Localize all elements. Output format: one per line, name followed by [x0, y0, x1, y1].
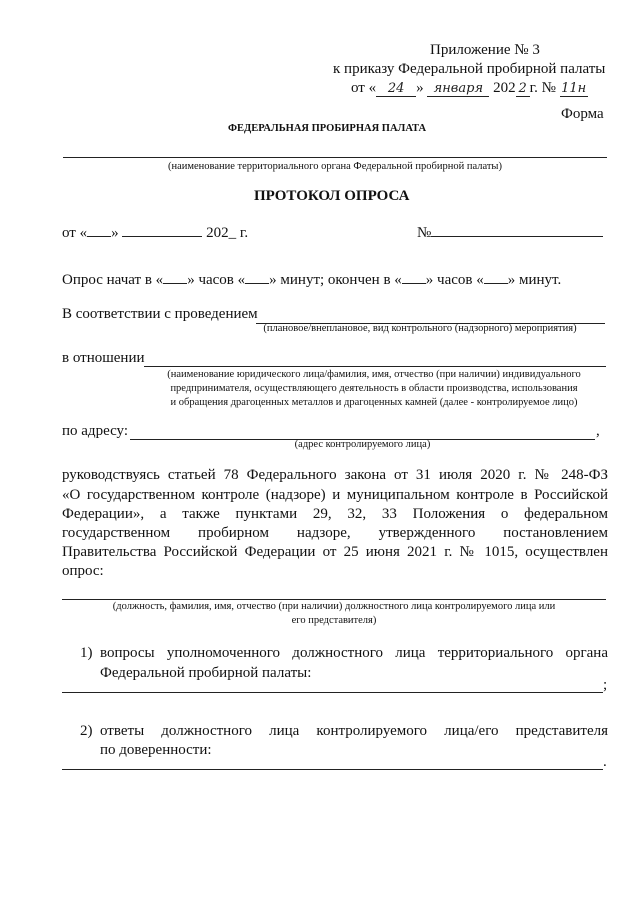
item-2-line-2: по доверенности:: [100, 742, 212, 758]
regarding-label: в отношении: [62, 350, 145, 366]
address-label: по адресу:: [62, 423, 129, 439]
regarding-caption-1: (наименование юридического лица/фамилия, имя, отчество (при наличии) индивидуального: [167, 369, 581, 380]
item-1-line-2: Федеральной пробирной палаты:: [100, 665, 312, 681]
item-1-answer-line: [62, 692, 603, 693]
appendix-month-handwritten: января: [427, 81, 489, 97]
time-part-5: » минут.: [507, 272, 562, 288]
item-2-answer-line: [62, 769, 603, 770]
item-2-end-mark: .: [603, 754, 607, 770]
appendix-title: Приложение № 3: [430, 42, 540, 58]
start-minutes-blank: [245, 283, 269, 284]
body-line-6: опрос:: [62, 563, 104, 579]
appendix-from-prefix: от «: [351, 80, 377, 96]
body-line-2: «О государственном контроле (надзоре) и муниципальном контроле в Российской: [62, 487, 608, 503]
date-open: от «: [62, 225, 88, 241]
address-caption: (адрес контролируемого лица): [294, 439, 431, 450]
regarding-line: [144, 366, 606, 367]
regarding-caption-3: и обращения драгоценных металлов и драгоценных камней (далее - контролируемое лицо): [170, 397, 578, 408]
survey-time: [62, 272, 561, 289]
appendix-year-suffix: г. №: [529, 80, 556, 96]
date-year: 202_ г.: [206, 225, 249, 241]
appendix-number-handwritten: 11н: [561, 81, 587, 96]
appendix-year-prefix: 202: [493, 80, 516, 96]
protocol-number: [417, 225, 603, 242]
appendix-day-handwritten: 24: [376, 81, 416, 97]
time-part-4: » часов «: [425, 272, 484, 288]
date-close: »: [111, 225, 119, 241]
address-comma: ,: [596, 423, 600, 439]
time-part-3: » минут; окончен в «: [269, 272, 402, 288]
agency-line: [63, 157, 607, 158]
item-2-number: 2): [80, 723, 93, 739]
end-hours-blank: [402, 283, 426, 284]
form-label: Форма: [561, 106, 604, 122]
item-1-line-1: вопросы уполномоченного должностного лица территориального органа: [100, 645, 608, 661]
time-part-1: Опрос начат в «: [62, 272, 164, 288]
official-caption-2: его представителя): [291, 615, 377, 626]
conduct-label: В соответствии с проведением: [62, 306, 258, 322]
item-1-number: 1): [80, 645, 93, 661]
document-title: ПРОТОКОЛ ОПРОСА: [254, 188, 410, 204]
date-day-blank: [87, 236, 111, 237]
regarding-caption-2: предпринимателя, осуществляющего деятельность в области производства, использования: [170, 383, 578, 394]
protocol-date: [62, 225, 248, 242]
body-line-4: государственном пробирном надзоре, утвержденного постановлением: [62, 525, 608, 541]
start-hours-blank: [163, 283, 187, 284]
number-sign: №: [417, 225, 432, 241]
time-part-2: » часов «: [187, 272, 246, 288]
number-blank: [431, 236, 603, 237]
item-1-end-mark: ;: [603, 677, 608, 693]
agency-name: ФЕДЕРАЛЬНАЯ ПРОБИРНАЯ ПАЛАТА: [228, 123, 427, 134]
appendix-mid-quote: »: [416, 80, 424, 96]
body-line-5: Правительства Российской Федерации от 25 июня 2021 г. № 1015, осуществлен: [62, 544, 608, 560]
official-caption-1: (должность, фамилия, имя, отчество (при наличии) должностного лица контролируемого лица или: [112, 601, 556, 612]
body-line-3: Федерации», а также пунктами 29, 32, 33 Положения о федеральном: [62, 506, 608, 522]
date-month-blank: [122, 236, 202, 237]
agency-caption: (наименование территориального органа Федеральной пробирной палаты): [167, 161, 502, 172]
item-2-line-1: ответы должностного лица контролируемого лица/его представителя: [100, 723, 608, 739]
conduct-caption: (плановое/внеплановое, вид контрольного (надзорного) мероприятия): [263, 323, 577, 334]
appendix-year-handwritten: 2: [516, 81, 530, 97]
appendix-order-ref: к приказу Федеральной пробирной палаты: [333, 61, 606, 77]
body-line-1: руководствуясь статьей 78 Федерального закона от 31 июля 2020 г. № 248-ФЗ: [62, 467, 608, 483]
appendix-date-line: [351, 80, 588, 97]
end-minutes-blank: [484, 283, 508, 284]
